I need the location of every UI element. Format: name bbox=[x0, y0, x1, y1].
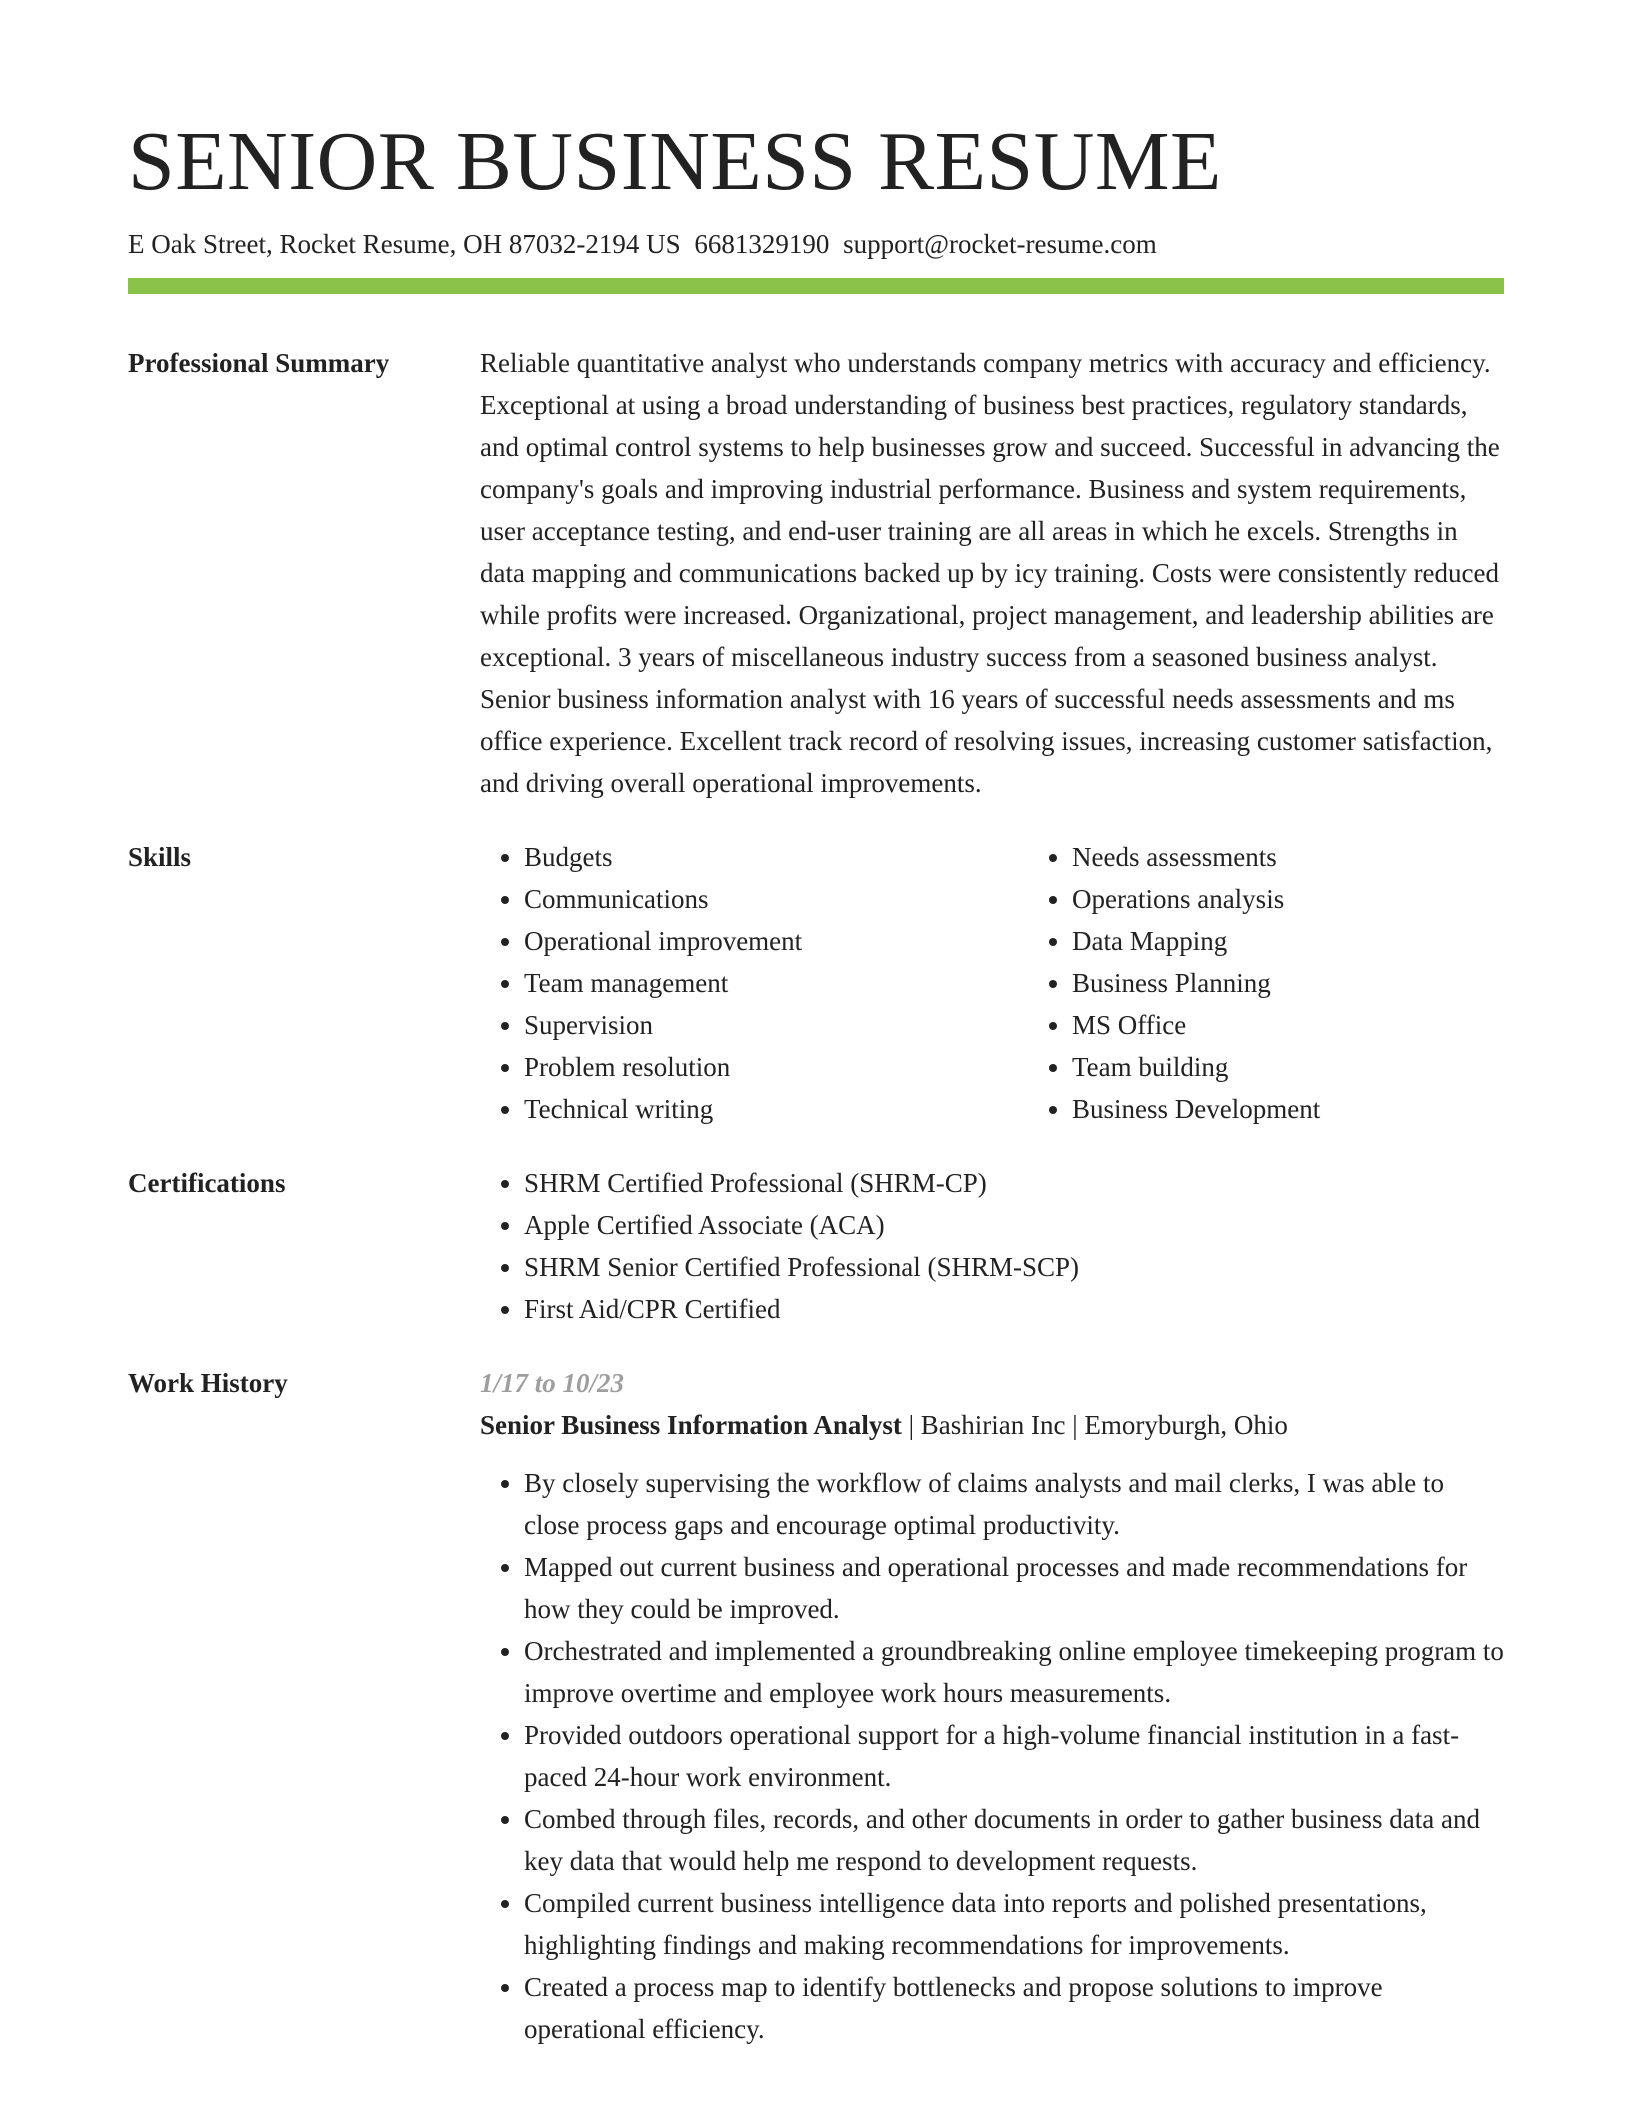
job-bullet: • Compiled current business intelligence data into reports and polished presentations, highlighting findings and making recommendations for improvements. bbox=[524, 1882, 1504, 1966]
summary-section bbox=[128, 342, 1504, 804]
company: Bashirian Inc bbox=[920, 1410, 1066, 1440]
work-history-section bbox=[128, 1362, 1504, 2050]
skills-columns bbox=[480, 836, 1576, 1130]
location: Emoryburgh, Ohio bbox=[1084, 1410, 1288, 1440]
job-bullet: • Orchestrated and implemented a groundbreaking online employee timekeeping program to improve overtime and employee work hours measurements. bbox=[524, 1630, 1504, 1714]
skill-item: • Problem resolution bbox=[524, 1046, 1028, 1088]
section-title: Work History bbox=[128, 1368, 288, 1398]
section-body bbox=[480, 836, 1576, 1130]
skill-item: • Team management bbox=[524, 962, 1028, 1004]
job-dates: 1/17 to 10/23 bbox=[480, 1368, 625, 1398]
skill-item: • Operations analysis bbox=[1072, 878, 1576, 920]
job-bullet: • Created a process map to identify bottlenecks and propose solutions to improve operational efficiency. bbox=[524, 1966, 1504, 2050]
job-bullet: • Combed through files, records, and other documents in order to gather business data and key data that would help me respond to development requests. bbox=[524, 1798, 1504, 1882]
certification-item: • SHRM Certified Professional (SHRM-CP) bbox=[524, 1162, 1504, 1204]
job-bullet: • By closely supervising the workflow of claims analysts and mail clerks, I was able to close process gaps and encourage optimal productivity. bbox=[524, 1462, 1504, 1546]
certifications-list bbox=[480, 1162, 1504, 1330]
skill-item: • Needs assessments bbox=[1072, 836, 1576, 878]
skill-item: • MS Office bbox=[1072, 1004, 1576, 1046]
skill-item: • Business Development bbox=[1072, 1088, 1576, 1130]
contact-line bbox=[128, 226, 1504, 262]
separator: | bbox=[908, 1410, 914, 1440]
resume-page bbox=[128, 115, 1504, 2050]
job-bullet: • Provided outdoors operational support for a high-volume financial institution in a fast-paced 24-hour work environment. bbox=[524, 1714, 1504, 1798]
address: E Oak Street, Rocket Resume, OH 87032-2194 US bbox=[128, 229, 681, 259]
skill-item: • Data Mapping bbox=[1072, 920, 1576, 962]
section-body bbox=[480, 342, 1504, 804]
section-title: Professional Summary bbox=[128, 348, 390, 378]
skill-item: • Team building bbox=[1072, 1046, 1576, 1088]
job-bullet: • Mapped out current business and operational processes and made recommendations for how they could be improved. bbox=[524, 1546, 1504, 1630]
skill-item: • Business Planning bbox=[1072, 962, 1576, 1004]
certification-item: • Apple Certified Associate (ACA) bbox=[524, 1204, 1504, 1246]
skill-item: • Communications bbox=[524, 878, 1028, 920]
accent-divider bbox=[128, 278, 1504, 294]
section-body bbox=[480, 1162, 1504, 1330]
certifications-section bbox=[128, 1162, 1504, 1330]
skills-section bbox=[128, 836, 1504, 1130]
resume-title: SENIOR BUSINESS RESUME bbox=[128, 115, 1222, 208]
skill-item: • Technical writing bbox=[524, 1088, 1028, 1130]
skills-list-left bbox=[480, 836, 1028, 1130]
skill-item: • Operational improvement bbox=[524, 920, 1028, 962]
job-heading bbox=[480, 1404, 1504, 1446]
skill-item: • Supervision bbox=[524, 1004, 1028, 1046]
section-title: Skills bbox=[128, 842, 192, 872]
certification-item: • SHRM Senior Certified Professional (SHRM-SCP) bbox=[524, 1246, 1504, 1288]
email: support@rocket-resume.com bbox=[843, 229, 1157, 259]
skills-list-right bbox=[1028, 836, 1576, 1130]
separator: | bbox=[1072, 1410, 1078, 1440]
summary-text: Reliable quantitative analyst who understands company metrics with accuracy and efficiency. Exceptional at using a broad understanding of business best practices, regulatory standards, and optimal control systems to help businesses grow and succeed. Successful in advancing the company's goals and improving industrial performance. Business and system requirements, user acceptance testing, and end-user training are all areas in which he excels. Strengths in data mapping and communications backed up by icy training. Costs were consistently reduced while profits were increased. Organizational, project management, and leadership abilities are exceptional. 3 years of miscellaneous industry success from a seasoned business analyst. Senior business information analyst with 16 years of successful needs assessments and ms office experience. Excellent track record of resolving issues, increasing customer satisfaction, and driving overall operational improvements. bbox=[480, 348, 1500, 798]
phone: 6681329190 bbox=[694, 229, 830, 259]
section-title: Certifications bbox=[128, 1168, 286, 1198]
job-title: Senior Business Information Analyst bbox=[480, 1410, 902, 1440]
section-body bbox=[480, 1362, 1504, 2050]
job-bullets bbox=[480, 1462, 1504, 2050]
certification-item: • First Aid/CPR Certified bbox=[524, 1288, 1504, 1330]
skill-item: • Budgets bbox=[524, 836, 1028, 878]
